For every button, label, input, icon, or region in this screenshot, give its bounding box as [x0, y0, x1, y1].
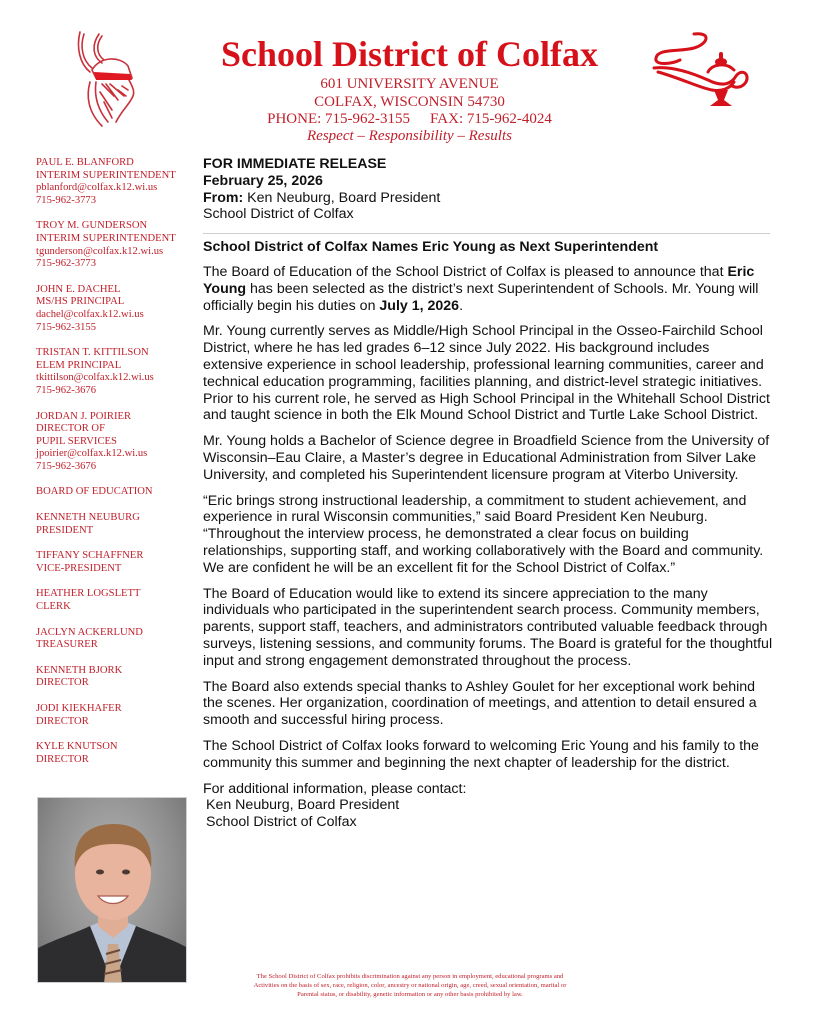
staff-phone: 715-962-3773: [36, 194, 97, 206]
text: The Board of Education of the School District of Colfax is pleased to announce that: [203, 263, 728, 280]
contact-block: [203, 781, 773, 831]
staff-role: DIRECTOR OF: [36, 423, 105, 435]
paragraph-education: Mr. Young holds a Bachelor of Science degree in Broadfield Science from the University of Wisconsin–Eau Claire, a Master’s degree in Educational Administration from Silver Lake University, and completed his Superintendent licensure program at Viterbo University.: [203, 433, 770, 483]
board-member-role: CLERK: [36, 601, 71, 613]
contact-name: Ken Neuburg, Board President: [206, 797, 400, 814]
staff-role: INTERIM SUPERINTENDENT: [36, 232, 176, 244]
contact-org: School District of Colfax: [206, 814, 357, 831]
phone-number: PHONE: 715-962-3155: [267, 111, 411, 127]
staff-email[interactable]: tkittilson@colfax.k12.wi.us: [36, 372, 154, 384]
paragraph-announcement: [203, 264, 773, 314]
lamp-logo-icon: [650, 30, 758, 114]
staff-email[interactable]: dachel@colfax.k12.wi.us: [36, 308, 144, 320]
board-member-name: KYLE KNUTSON: [36, 741, 118, 753]
staff-name: TROY M. GUNDERSON: [36, 220, 148, 232]
fax-number: FAX: 715-962-4024: [430, 111, 552, 127]
district-motto: Respect – Responsibility – Results: [307, 128, 512, 144]
letterhead: [0, 0, 819, 150]
staff-entry: [36, 220, 196, 270]
board-member: [36, 703, 196, 728]
board-member-role: PRESIDENT: [36, 524, 94, 536]
board-member-role: TREASURER: [36, 639, 98, 651]
staff-name: JOHN E. DACHEL: [36, 283, 121, 295]
text: .: [459, 297, 464, 314]
sidebar-staff-directory: [36, 157, 196, 779]
board-heading: BOARD OF EDUCATION: [36, 486, 153, 498]
release-from: [203, 190, 773, 207]
staff-entry: [36, 157, 196, 207]
staff-role-line-2: PUPIL SERVICES: [36, 435, 117, 447]
board-member: [36, 665, 196, 690]
notice-line: The School District of Colfax prohibits discrimination against any person in employment, educational programs and: [256, 973, 564, 980]
text: has been selected as the district’s next Superintendent of Schools. Mr. Young will officially begin his duties on: [203, 280, 759, 314]
nondiscrimination-notice: [190, 972, 630, 999]
divider: [203, 233, 770, 234]
paragraph-background: Mr. Young currently serves as Middle/High School Principal in the Osseo-Fairchild School District, where he has led grades 6–12 since July 2022. His background includes extensive experience in school leadership, professional learning communities, career and technical education programming, facilities planning, and district-level strategic initiatives. Prior to his current role, he served as High School Principal in the Whitehall School District and taught science in both the Elk Mound School District and Turtle Lake School District.: [203, 323, 770, 424]
staff-name: TRISTAN T. KITTILSON: [36, 347, 149, 359]
board-member: [36, 741, 196, 766]
board-member-role: DIRECTOR: [36, 715, 89, 727]
notice-line: Activities on the basis of sex, race, religion, color, ancestry or national origin, age, creed, sexual orientation, marital or: [253, 982, 567, 989]
staff-phone: 715-962-3676: [36, 460, 97, 472]
from-label: From:: [203, 189, 244, 206]
start-date-emphasis: July 1, 2026: [379, 297, 460, 314]
board-member-name: JACLYN ACKERLUND: [36, 626, 143, 638]
notice-line: Parental status, or disability, genetic information or any other basis prohibited by law.: [297, 991, 523, 998]
superintendent-photo: [37, 797, 187, 983]
staff-role: MS/HS PRINCIPAL: [36, 296, 125, 308]
staff-phone: 715-962-3676: [36, 384, 97, 396]
address-line-1: 601 UNIVERSITY AVENUE: [320, 76, 499, 92]
district-title: School District of Colfax: [221, 34, 598, 74]
board-member-name: JODI KIEKHAFER: [36, 703, 122, 714]
address-line-2: COLFAX, WISCONSIN 54730: [314, 94, 505, 110]
staff-email[interactable]: pblanford@colfax.k12.wi.us: [36, 182, 158, 194]
contact-intro: For additional information, please contact:: [203, 780, 467, 797]
paragraph-appreciation: The Board of Education would like to extend its sincere appreciation to the many individuals who participated in the superintendent search process. Community members, parents, support staff, teachers, and administrators contributed valuable feedback through surveys, listening sessions, and community forums. The Board is grateful for the thoughtful input and strong engagement demonstrated throughout the process.: [203, 585, 773, 669]
board-member: [36, 627, 196, 652]
board-member-role: VICE-PRESIDENT: [36, 562, 122, 574]
staff-entry: [36, 411, 196, 474]
release-org: School District of Colfax: [203, 206, 354, 223]
staff-email[interactable]: tgunderson@colfax.k12.wi.us: [36, 245, 164, 257]
paragraph-closing: The School District of Colfax looks forward to welcoming Eric Young and his family to the community this summer and beginning the next chapter of leadership for the district.: [203, 737, 759, 771]
paragraph-thanks: The Board also extends special thanks to Ashley Goulet for her exceptional work behind the scenes. Her organization, coordination of meetings, and attention to detail ensured a smooth and successful hiring process.: [203, 678, 757, 729]
press-release-body: [203, 156, 773, 831]
staff-name: PAUL E. BLANFORD: [36, 157, 134, 168]
release-date: February 25, 2026: [203, 172, 323, 189]
staff-role: INTERIM SUPERINTENDENT: [36, 169, 176, 181]
headline: School District of Colfax Names Eric Young as Next Superintendent: [203, 239, 659, 256]
staff-entry: [36, 284, 196, 334]
release-label: FOR IMMEDIATE RELEASE: [203, 156, 387, 172]
staff-role: ELEM PRINCIPAL: [36, 359, 122, 371]
board-member-name: KENNETH BJORK: [36, 664, 123, 676]
board-member-name: TIFFANY SCHAFFNER: [36, 550, 144, 562]
staff-phone: 715-962-3155: [36, 321, 97, 333]
paragraph-quote: “Eric brings strong instructional leadership, a commitment to student achievement, and experience in rural Wisconsin communities,” said Board President Ken Neuburg. “Throughout the interview process, he demonstrated a clear focus on building relationships, supporting staff, and working collaboratively with the Board and community. We are confident he will be an excellent fit for the School District of Colfax.”: [203, 492, 764, 576]
staff-name: JORDAN J. POIRIER: [36, 410, 132, 422]
board-member: [36, 512, 196, 537]
board-member-role: DIRECTOR: [36, 753, 89, 765]
staff-phone: 715-962-3773: [36, 258, 97, 270]
board-member-name: KENNETH NEUBURG: [36, 512, 140, 524]
staff-entry: [36, 347, 196, 397]
staff-email[interactable]: jpoirier@colfax.k12.wi.us: [36, 448, 148, 460]
board-member-role: DIRECTOR: [36, 677, 89, 689]
name-emphasis: Eric Young: [203, 263, 755, 297]
board-member-name: HEATHER LOGSLETT: [36, 588, 141, 600]
from-value: Ken Neuburg, Board President: [243, 189, 441, 206]
board-member: [36, 588, 196, 613]
board-member: [36, 550, 196, 575]
